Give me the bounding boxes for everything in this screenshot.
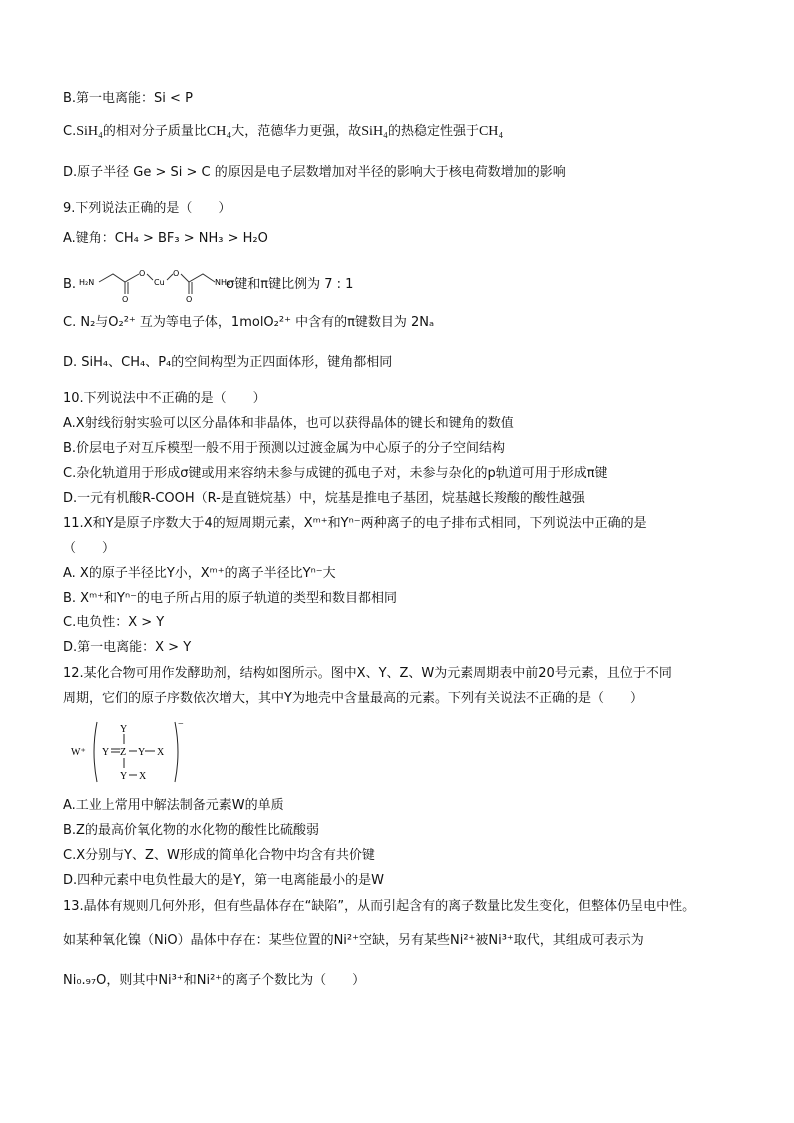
q12-option-b: B.Z的最高价氧化物的水化物的酸性比硫酸弱 (63, 823, 319, 838)
option-c-text-3: 的热稳定性强于 (387, 124, 479, 139)
formula-sih4: SiH₄ (76, 124, 103, 139)
formula-ch4: CH₄ (206, 124, 232, 139)
question-11: 11.X和Y是原子序数大于4的短周期元素，Xᵐ⁺和Yⁿ⁻两种离子的电子排布式相同，下列说法中正确的是 (63, 516, 647, 531)
y-left-label: Y (102, 747, 110, 758)
q9-option-b-text: σ键和π键比例为 7 : 1 (226, 277, 354, 292)
q12-option-a: A.工业上常用中解法制备元素W的单质 (63, 798, 284, 813)
option-c-text-1: 的相对分子质量比 (102, 124, 207, 139)
carbonyl-oxygen-label: O (122, 295, 129, 304)
y-right-label: Y (138, 747, 146, 758)
option-b-first-ionization: B.第一电离能：Si < P (63, 91, 193, 106)
q11-option-d: D.第一电离能：X > Y (63, 640, 192, 655)
option-c-text-2: 大，范德华力更强，故 (231, 124, 362, 139)
q9-option-c: C. N₂与O₂²⁺ 互为等电子体，1molO₂²⁺ 中含有的π键数目为 2Nₐ (63, 315, 435, 330)
option-c-prefix: C. (63, 124, 77, 139)
q10-option-a: A.X射线衍射实验可以区分晶体和非晶体，也可以获得晶体的键长和键角的数值 (63, 416, 514, 431)
y-bottom-label: Y (120, 771, 128, 782)
glycine-copper-molecule (63, 266, 253, 308)
y-top-label: Y (120, 724, 128, 735)
oxygen-label: O (173, 269, 180, 278)
option-c-sih4 (63, 123, 503, 141)
formula-ch4: CH₄ (478, 124, 504, 139)
question-13-line-3: Ni₀.₉₇O，则其中Ni³⁺和Ni²⁺的离子个数比为（ ） (63, 973, 366, 988)
x-right-label: X (157, 747, 165, 758)
question-10: 10.下列说法中不正确的是（ ） (63, 391, 266, 406)
q10-option-b: B.价层电子对互斥模型一般不用于预测以过渡金属为中心原子的分子空间结构 (63, 441, 506, 456)
q10-option-d: D.一元有机酸R-COOH（R-是直链烷基）中，烷基是推电子基团，烷基越长羧酸的酸性越强 (63, 491, 585, 506)
x-bottom-label: X (139, 771, 147, 782)
q10-option-c: C.杂化轨道用于形成σ键或用来容纳未参与成键的孤电子对，未参与杂化的p轨道可用于形成π键 (63, 466, 608, 481)
h2n-label: H₂N (79, 278, 95, 287)
q12-option-c: C.X分别与Y、Z、W形成的简单化合物中均含有共价键 (63, 848, 375, 863)
formula-sih4: SiH₄ (361, 124, 388, 139)
nh2-label: NH₂ (215, 278, 231, 287)
oxygen-label: O (139, 269, 146, 278)
q11-option-c: C.电负性：X > Y (63, 615, 165, 630)
question-11-paren: （ ） (63, 541, 116, 556)
w-cation-label: W⁺ (71, 747, 86, 758)
question-12-line-2: 周期，它们的原子序数依次增大，其中Y为地壳中含量最高的元素。下列有关说法不正确的是（ ） (63, 691, 643, 706)
carbonyl-oxygen-label: O (186, 295, 193, 304)
compound-structure-diagram (63, 718, 193, 786)
z-center-label: Z (120, 747, 127, 758)
question-9: 9.下列说法正确的是（ ） (63, 201, 232, 216)
question-13-line-2: 如某种氧化镍（NiO）晶体中存在：某些位置的Ni²⁺空缺，另有某些Ni²⁺被Ni³⁺取代，其组成可表示为 (63, 933, 644, 948)
q12-option-d: D.四种元素中电负性最大的是Y，第一电离能最小的是W (63, 873, 384, 888)
q9-option-d: D. SiH₄、CH₄、P₄的空间构型为正四面体形，键角都相同 (63, 355, 393, 370)
q11-option-b: B. Xᵐ⁺和Yⁿ⁻的电子所占用的原子轨道的类型和数目都相同 (63, 591, 398, 606)
copper-label: Cu (154, 278, 165, 287)
question-12: 12.某化合物可用作发酵助剂，结构如图所示。图中X、Y、Z、W为元素周期表中前20号元素，且位于不同 (63, 666, 672, 681)
q11-option-a: A. X的原子半径比Y小，Xᵐ⁺的离子半径比Yⁿ⁻大 (63, 566, 336, 581)
option-d-atomic-radius: D.原子半径 Ge > Si > C 的原因是电子层数增加对半径的影响大于核电荷数增加的影响 (63, 165, 566, 180)
q9-option-a: A.键角：CH₄ > BF₃ > NH₃ > H₂O (63, 231, 268, 246)
charge-minus-label: − (178, 719, 184, 730)
question-13: 13.晶体有规则几何外形，但有些晶体存在“缺陷”，从而引起含有的离子数量比发生变化，但整体仍呈电中性。 (63, 899, 696, 914)
q9-option-b-prefix: B. (63, 277, 77, 292)
